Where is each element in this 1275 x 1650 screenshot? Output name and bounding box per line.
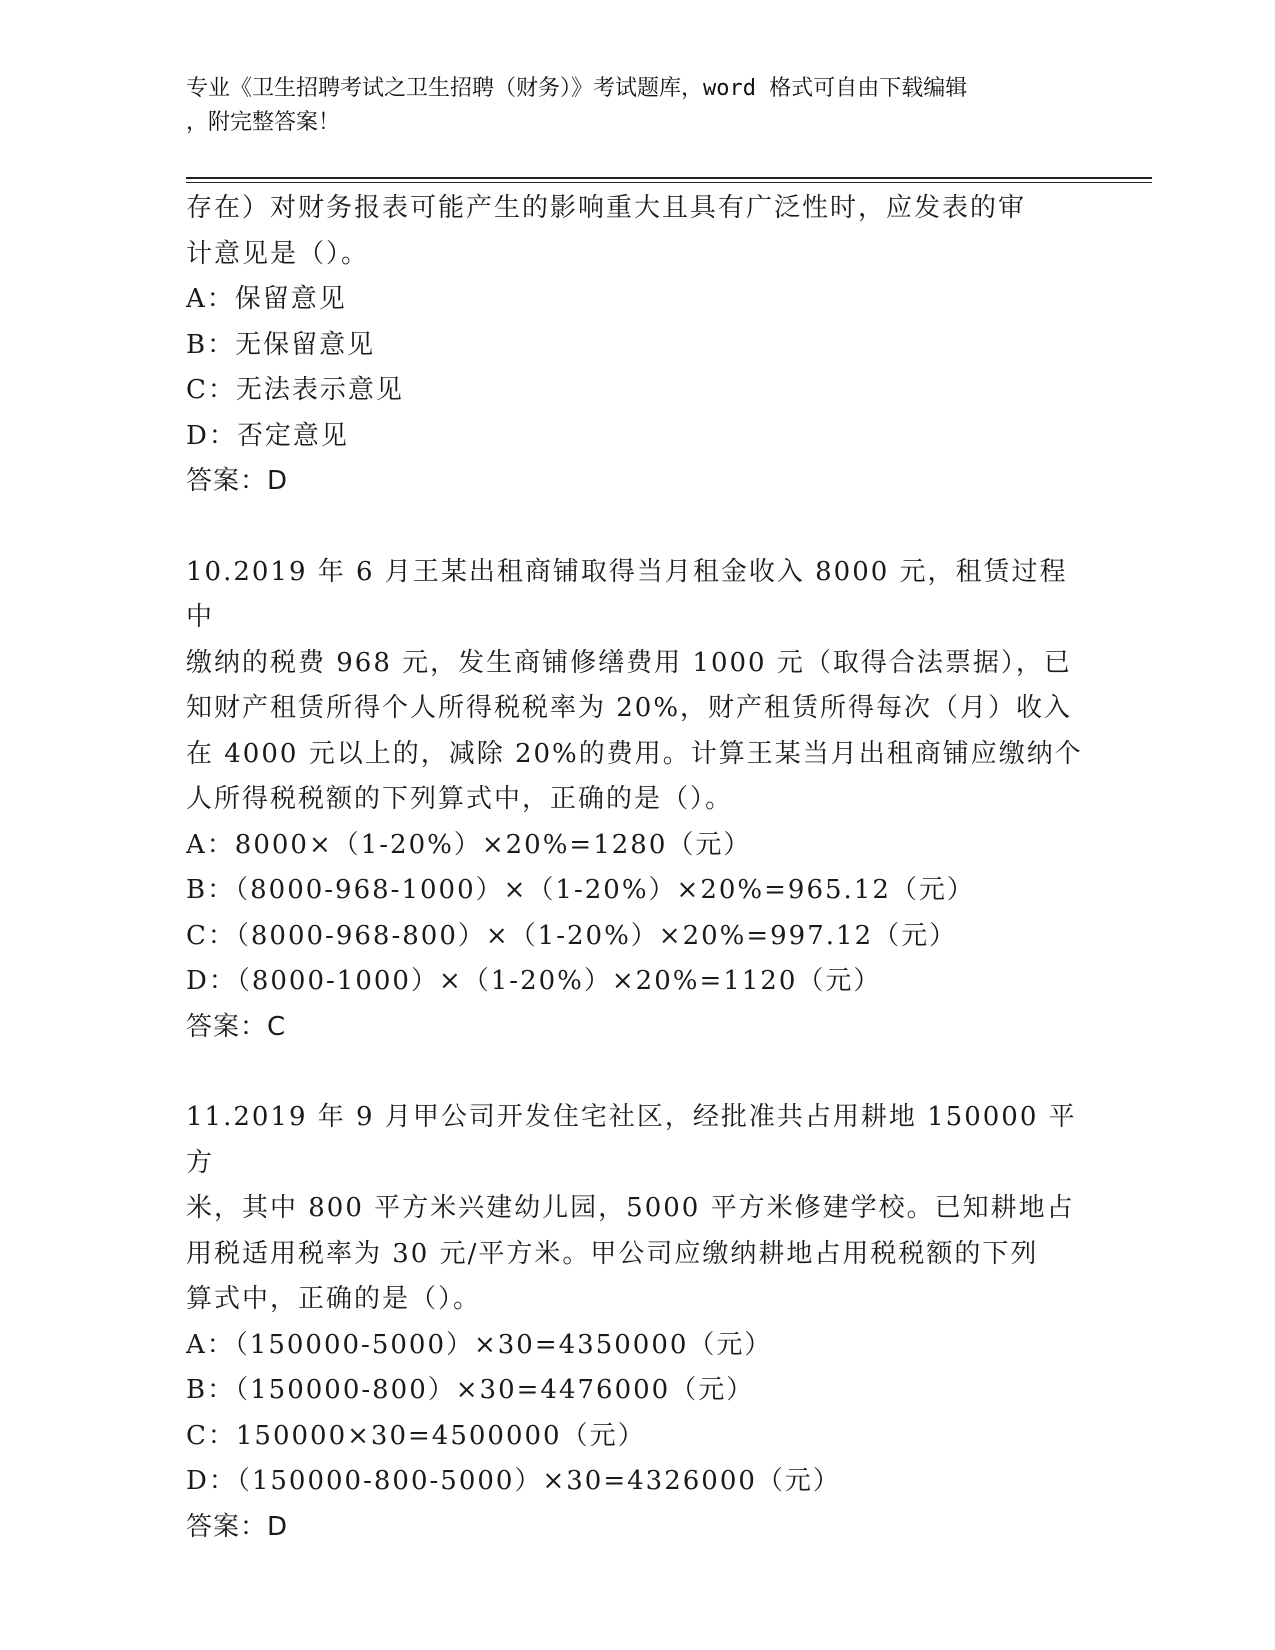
question-stem-line: 用税适用税率为 30 元/平方米。甲公司应缴纳耕地占用税税额的下列 [186,1238,1039,1269]
question-stem-line: 米，其中 800 平方米兴建幼儿园，5000 平方米修建学校。已知耕地占 [186,1193,1075,1223]
question-stem-line: 11.2019 年 9 月甲公司开发住宅社区，经批准共占用耕地 150000 平方 [186,1102,1077,1178]
option-b: B：（8000-968-1000）×（1-20%）×20%=965.12（元） [186,875,975,905]
option-c: C：无法表示意见 [186,375,404,405]
header-line-1: 专业《卫生招聘考试之卫生招聘（财务）》考试题库，word 格式可自由下载编辑 [186,76,968,101]
option-c: C：（8000-968-800）×（1-20%）×20%=997.12（元） [186,920,958,951]
document-body [186,186,1086,1550]
option-d: D：（150000-800-5000）×30=4326000（元） [186,1466,841,1496]
option-b: B：无保留意见 [186,329,376,360]
question-11 [186,1095,1086,1550]
question-stem-line: 存在）对财务报表可能产生的影响重大且具有广泛性时，应发表的审 [186,193,1027,223]
question-stem-line: 在 4000 元以上的，减除 20%的费用。计算王某当月出租商铺应缴纳个 [186,738,1083,769]
question-stem-line: 算式中，正确的是（）。 [186,1284,482,1314]
option-d: D：（8000-1000）×（1-20%）×20%=1120（元） [186,966,882,996]
header-line-2: ，附完整答案！ [186,110,341,135]
question-10 [186,550,1086,1051]
answer: 答案：D [186,466,289,496]
header-divider-thin [186,182,1152,183]
option-b: B：（150000-800）×30=4476000（元） [186,1375,755,1405]
option-c: C：150000×30=4500000（元） [186,1420,646,1451]
question-stem-line: 计意见是（）。 [186,238,370,269]
question-stem-line: 缴纳的税费 968 元，发生商铺修缮费用 1000 元（取得合法票据），已 [186,647,1072,678]
header-divider-thick [186,177,1152,179]
question-stem-line: 10.2019 年 6 月王某出租商铺取得当月租金收入 8000 元，租赁过程中 [186,556,1068,632]
document-header [186,72,1066,140]
question-9 [186,186,1086,505]
option-a: A：（150000-5000）×30=4350000（元） [186,1329,773,1360]
answer: 答案：C [186,1011,287,1042]
question-stem-line: 人所得税税额的下列算式中，正确的是（）。 [186,784,734,814]
option-d: D：否定意见 [186,420,349,451]
option-a: A：8000×（1-20%）×20%=1280（元） [186,829,752,860]
option-a: A：保留意见 [186,284,347,314]
question-stem-line: 知财产租赁所得个人所得税税率为 20%，财产租赁所得每次（月）收入 [186,693,1073,723]
answer: 答案：D [186,1511,289,1542]
